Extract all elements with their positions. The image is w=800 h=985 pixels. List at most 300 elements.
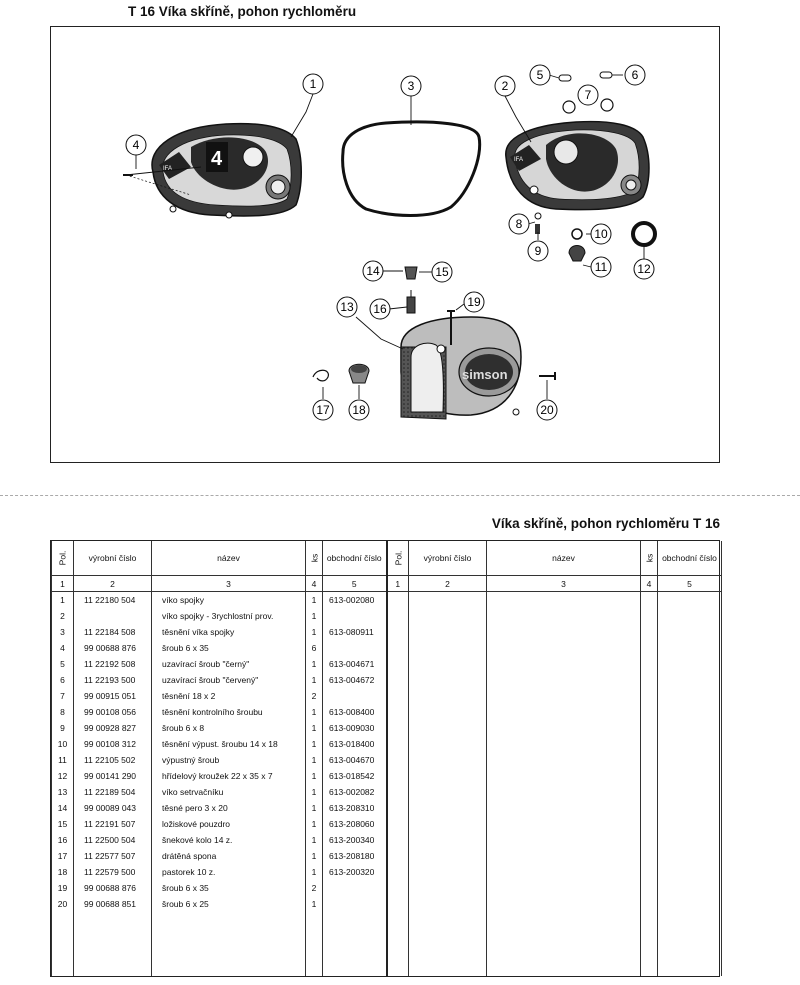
callout-4	[126, 135, 146, 155]
row-obchodni-cislo: 613-018400	[323, 736, 387, 752]
callout-10	[591, 224, 611, 244]
cover-label-ifa-right: IFA	[514, 157, 524, 163]
callout-2	[495, 76, 515, 96]
table-row	[52, 704, 722, 720]
row-obchodni-cislo: 613-008400	[323, 704, 387, 720]
row-ks: 1	[306, 752, 323, 768]
table-row	[52, 608, 722, 624]
empty-cell	[409, 848, 487, 864]
empty-cell	[658, 736, 722, 752]
empty-cell	[409, 864, 487, 880]
svg-text:20: 20	[540, 403, 554, 417]
row-vyrobni-cislo: 11 22193 500	[74, 672, 152, 688]
callouts	[126, 65, 654, 420]
col-number: 1	[387, 576, 409, 592]
col-number: 4	[306, 576, 323, 592]
row-pol: 15	[52, 816, 74, 832]
svg-text:14: 14	[366, 264, 380, 278]
row-obchodni-cislo: 613-002082	[323, 784, 387, 800]
header-vyrobni-cislo: výrobní číslo	[74, 541, 152, 576]
empty-cell	[641, 800, 658, 816]
gasket-drawing	[343, 122, 480, 216]
empty-cell	[487, 592, 641, 609]
table-row	[52, 720, 722, 736]
row-nazev: víko setrvačníku	[152, 784, 306, 800]
row-nazev: šnekové kolo 14 z.	[152, 832, 306, 848]
row-obchodni-cislo: 613-004670	[323, 752, 387, 768]
empty-cell	[658, 880, 722, 896]
row-ks: 1	[306, 800, 323, 816]
callout-8	[509, 214, 529, 234]
empty-cell	[387, 784, 409, 800]
row-ks: 2	[306, 688, 323, 704]
callout-9	[528, 241, 548, 261]
empty-cell	[409, 832, 487, 848]
table-row	[52, 816, 722, 832]
row-obchodni-cislo	[323, 608, 387, 624]
table-row	[52, 864, 722, 880]
callout-1	[303, 74, 323, 94]
row-nazev: hřídelový kroužek 22 x 35 x 7	[152, 768, 306, 784]
empty-cell	[387, 800, 409, 816]
empty-cell	[641, 896, 658, 912]
row-pol: 14	[52, 800, 74, 816]
callout-19	[464, 292, 484, 312]
parts-table-grid	[51, 541, 722, 976]
empty-cell	[658, 640, 722, 656]
empty-cell	[487, 752, 641, 768]
row-vyrobni-cislo: 11 22579 500	[74, 864, 152, 880]
table-row	[52, 768, 722, 784]
row-nazev: víko spojky - 3rychlostní prov.	[152, 608, 306, 624]
row-ks: 1	[306, 736, 323, 752]
table-row	[52, 832, 722, 848]
row-nazev: uzavírací šroub "červený"	[152, 672, 306, 688]
empty-cell	[409, 896, 487, 912]
table-filler-row	[52, 912, 722, 976]
empty-cell	[487, 704, 641, 720]
row-nazev: těsnění kontrolního šroubu	[152, 704, 306, 720]
svg-text:2: 2	[501, 79, 509, 93]
row-obchodni-cislo: 613-018542	[323, 768, 387, 784]
svg-text:5: 5	[536, 68, 544, 82]
callout-15	[432, 262, 452, 282]
row-nazev: víko spojky	[152, 592, 306, 609]
empty-cell	[487, 672, 641, 688]
column-number-row	[52, 576, 722, 592]
row-nazev: drátěná spona	[152, 848, 306, 864]
col-number: 4	[641, 576, 658, 592]
table-row	[52, 784, 722, 800]
table-row	[52, 848, 722, 864]
row-vyrobni-cislo: 11 22577 507	[74, 848, 152, 864]
empty-cell	[487, 608, 641, 624]
callout-12	[634, 259, 654, 279]
flywheel-cover-drawing	[401, 317, 521, 419]
table-row	[52, 752, 722, 768]
empty-cell	[387, 656, 409, 672]
row-ks: 1	[306, 624, 323, 640]
empty-cell	[641, 720, 658, 736]
row-pol: 8	[52, 704, 74, 720]
empty-cell	[487, 880, 641, 896]
row-vyrobni-cislo: 99 00915 051	[74, 688, 152, 704]
svg-text:19: 19	[467, 295, 481, 309]
row-vyrobni-cislo: 99 00688 876	[74, 880, 152, 896]
svg-text:15: 15	[435, 265, 449, 279]
header-ks-2: ks	[641, 541, 658, 576]
row-vyrobni-cislo: 99 00089 043	[74, 800, 152, 816]
row-vyrobni-cislo: 11 22105 502	[74, 752, 152, 768]
row-pol: 2	[52, 608, 74, 624]
svg-text:10: 10	[594, 227, 608, 241]
row-pol: 1	[52, 592, 74, 609]
empty-cell	[487, 800, 641, 816]
row-obchodni-cislo: 613-002080	[323, 592, 387, 609]
empty-cell	[658, 800, 722, 816]
row-obchodni-cislo	[323, 640, 387, 656]
row-pol: 18	[52, 864, 74, 880]
callout-11	[591, 257, 611, 277]
row-obchodni-cislo	[323, 688, 387, 704]
col-number: 2	[74, 576, 152, 592]
empty-cell	[387, 640, 409, 656]
empty-cell	[658, 720, 722, 736]
empty-cell	[641, 784, 658, 800]
callout-18	[349, 400, 369, 420]
callout-17	[313, 400, 333, 420]
row-ks: 1	[306, 832, 323, 848]
empty-cell	[387, 864, 409, 880]
callout-3	[401, 76, 421, 96]
empty-cell	[658, 752, 722, 768]
empty-cell	[658, 912, 722, 976]
svg-text:3: 3	[407, 79, 415, 93]
row-obchodni-cislo: 613-200320	[323, 864, 387, 880]
table-row	[52, 736, 722, 752]
row-ks: 1	[306, 784, 323, 800]
row-nazev: uzavírací šroub "černý"	[152, 656, 306, 672]
empty-cell	[658, 848, 722, 864]
empty-cell	[387, 896, 409, 912]
empty-cell	[487, 736, 641, 752]
empty-cell	[641, 704, 658, 720]
row-nazev: šroub 6 x 8	[152, 720, 306, 736]
empty-cell	[641, 672, 658, 688]
row-vyrobni-cislo: 11 22191 507	[74, 816, 152, 832]
empty-cell	[487, 768, 641, 784]
row-ks: 2	[306, 880, 323, 896]
row-vyrobni-cislo: 11 22192 508	[74, 656, 152, 672]
svg-text:16: 16	[373, 302, 387, 316]
row-pol: 10	[52, 736, 74, 752]
empty-cell	[487, 720, 641, 736]
empty-cell	[409, 912, 487, 976]
empty-cell	[658, 624, 722, 640]
header-pol-2: Pol.	[387, 541, 409, 576]
empty-cell	[658, 656, 722, 672]
empty-cell	[658, 784, 722, 800]
svg-text:11: 11	[594, 260, 608, 274]
empty-cell	[387, 704, 409, 720]
row-obchodni-cislo: 613-200340	[323, 832, 387, 848]
table-row	[52, 688, 722, 704]
parts-table	[50, 540, 720, 977]
empty-cell	[641, 736, 658, 752]
empty-cell	[641, 880, 658, 896]
row-pol: 6	[52, 672, 74, 688]
row-pol: 9	[52, 720, 74, 736]
row-obchodni-cislo: 613-208310	[323, 800, 387, 816]
empty-cell	[387, 848, 409, 864]
svg-text:12: 12	[637, 262, 651, 276]
row-pol: 11	[52, 752, 74, 768]
svg-text:4: 4	[132, 138, 140, 152]
row-ks: 1	[306, 656, 323, 672]
empty-cell	[641, 640, 658, 656]
row-ks: 6	[306, 640, 323, 656]
empty-cell	[409, 608, 487, 624]
callout-13	[337, 297, 357, 317]
empty-cell	[658, 896, 722, 912]
empty-cell	[409, 880, 487, 896]
callout-20	[537, 400, 557, 420]
empty-cell	[409, 672, 487, 688]
row-nazev: výpustný šroub	[152, 752, 306, 768]
row-vyrobni-cislo: 99 00688 876	[74, 640, 152, 656]
clutch-cover-variant-drawing	[506, 122, 649, 210]
table-row	[52, 896, 722, 912]
empty-cell	[641, 624, 658, 640]
row-nazev: těsnění výpust. šroubu 14 x 18	[152, 736, 306, 752]
empty-cell	[487, 656, 641, 672]
row-nazev: šroub 6 x 25	[152, 896, 306, 912]
row-obchodni-cislo: 613-009030	[323, 720, 387, 736]
table-row	[52, 640, 722, 656]
col-number: 5	[658, 576, 722, 592]
empty-cell	[641, 656, 658, 672]
empty-cell	[387, 736, 409, 752]
clutch-cover-drawing	[126, 124, 301, 218]
row-obchodni-cislo: 613-004672	[323, 672, 387, 688]
row-obchodni-cislo: 613-004671	[323, 656, 387, 672]
row-vyrobni-cislo: 11 22184 508	[74, 624, 152, 640]
row-nazev: šroub 6 x 35	[152, 880, 306, 896]
row-ks: 1	[306, 720, 323, 736]
row-pol: 13	[52, 784, 74, 800]
empty-cell	[641, 832, 658, 848]
empty-cell	[409, 720, 487, 736]
empty-cell	[658, 608, 722, 624]
row-obchodni-cislo: 613-080911	[323, 624, 387, 640]
empty-cell	[387, 816, 409, 832]
row-obchodni-cislo: 613-208060	[323, 816, 387, 832]
empty-cell	[658, 816, 722, 832]
empty-cell	[641, 688, 658, 704]
empty-cell	[641, 608, 658, 624]
row-pol: 12	[52, 768, 74, 784]
empty-cell	[487, 640, 641, 656]
empty-cell	[641, 752, 658, 768]
row-nazev: šroub 6 x 35	[152, 640, 306, 656]
empty-cell	[409, 752, 487, 768]
empty-cell	[387, 592, 409, 609]
callout-16	[370, 299, 390, 319]
header-pol: Pol.	[52, 541, 74, 576]
empty-cell	[658, 688, 722, 704]
svg-text:4: 4	[211, 148, 223, 170]
cover-label-ifa-left: IFA	[163, 166, 173, 172]
row-nazev: těsnění víka spojky	[152, 624, 306, 640]
empty-cell	[658, 592, 722, 609]
row-ks: 1	[306, 864, 323, 880]
empty-cell	[323, 912, 387, 976]
empty-cell	[641, 816, 658, 832]
empty-cell	[658, 704, 722, 720]
header-obchodni-cislo-2: obchodní číslo	[658, 541, 722, 576]
empty-cell	[641, 848, 658, 864]
table-row	[52, 800, 722, 816]
empty-cell	[487, 864, 641, 880]
row-nazev: těsné pero 3 x 20	[152, 800, 306, 816]
row-vyrobni-cislo: 99 00141 290	[74, 768, 152, 784]
empty-cell	[487, 816, 641, 832]
empty-cell	[387, 608, 409, 624]
table-row	[52, 656, 722, 672]
empty-cell	[487, 688, 641, 704]
table-row	[52, 624, 722, 640]
row-obchodni-cislo: 613-208180	[323, 848, 387, 864]
row-nazev: ložiskové pouzdro	[152, 816, 306, 832]
empty-cell	[409, 704, 487, 720]
empty-cell	[409, 656, 487, 672]
header-nazev: název	[152, 541, 306, 576]
row-pol: 4	[52, 640, 74, 656]
empty-cell	[409, 736, 487, 752]
empty-cell	[387, 768, 409, 784]
empty-cell	[487, 896, 641, 912]
cover-label-simson: simson	[462, 367, 508, 382]
row-ks: 1	[306, 704, 323, 720]
row-pol: 19	[52, 880, 74, 896]
svg-text:8: 8	[515, 217, 523, 231]
row-ks: 1	[306, 592, 323, 609]
header-ks: ks	[306, 541, 323, 576]
empty-cell	[409, 624, 487, 640]
empty-cell	[658, 832, 722, 848]
empty-cell	[387, 752, 409, 768]
header-nazev-2: název	[487, 541, 641, 576]
empty-cell	[658, 864, 722, 880]
table-row	[52, 592, 722, 609]
empty-cell	[74, 912, 152, 976]
empty-cell	[487, 784, 641, 800]
callout-5	[530, 65, 550, 85]
col-number: 5	[323, 576, 387, 592]
empty-cell	[658, 672, 722, 688]
empty-cell	[641, 768, 658, 784]
exploded-diagram	[50, 26, 720, 463]
svg-text:6: 6	[631, 68, 639, 82]
row-pol: 5	[52, 656, 74, 672]
row-pol: 17	[52, 848, 74, 864]
table-row	[52, 880, 722, 896]
empty-cell	[658, 768, 722, 784]
empty-cell	[409, 640, 487, 656]
callout-14	[363, 261, 383, 281]
row-ks: 1	[306, 768, 323, 784]
svg-text:18: 18	[352, 403, 366, 417]
page-title: T 16 Víka skříně, pohon rychloměru	[128, 4, 357, 19]
row-pol: 7	[52, 688, 74, 704]
row-vyrobni-cislo: 99 00108 312	[74, 736, 152, 752]
row-ks: 1	[306, 816, 323, 832]
empty-cell	[487, 624, 641, 640]
header-vyrobni-cislo-2: výrobní číslo	[409, 541, 487, 576]
row-ks: 1	[306, 896, 323, 912]
empty-cell	[487, 848, 641, 864]
svg-text:9: 9	[534, 244, 542, 258]
empty-cell	[409, 816, 487, 832]
row-vyrobni-cislo: 99 00928 827	[74, 720, 152, 736]
empty-cell	[409, 784, 487, 800]
row-vyrobni-cislo: 11 22500 504	[74, 832, 152, 848]
empty-cell	[387, 912, 409, 976]
empty-cell	[487, 832, 641, 848]
empty-cell	[487, 912, 641, 976]
col-number: 2	[409, 576, 487, 592]
row-vyrobni-cislo	[74, 608, 152, 624]
row-vyrobni-cislo: 11 22180 504	[74, 592, 152, 609]
row-ks: 1	[306, 608, 323, 624]
empty-cell	[52, 912, 74, 976]
diagram-drawing	[51, 27, 721, 464]
empty-cell	[641, 912, 658, 976]
empty-cell	[641, 864, 658, 880]
empty-cell	[409, 768, 487, 784]
row-pol: 20	[52, 896, 74, 912]
row-vyrobni-cislo: 99 00108 056	[74, 704, 152, 720]
col-number: 1	[52, 576, 74, 592]
row-nazev: těsnění 18 x 2	[152, 688, 306, 704]
header-obchodni-cislo: obchodní číslo	[323, 541, 387, 576]
page-divider	[0, 495, 800, 496]
empty-cell	[387, 880, 409, 896]
empty-cell	[409, 592, 487, 609]
empty-cell	[387, 624, 409, 640]
empty-cell	[306, 912, 323, 976]
empty-cell	[409, 688, 487, 704]
callout-6	[625, 65, 645, 85]
empty-cell	[387, 688, 409, 704]
col-number: 3	[487, 576, 641, 592]
empty-cell	[152, 912, 306, 976]
svg-text:1: 1	[309, 77, 317, 91]
svg-text:13: 13	[340, 300, 354, 314]
table-title: Víka skříně, pohon rychloměru T 16	[491, 516, 720, 531]
empty-cell	[641, 592, 658, 609]
svg-text:17: 17	[316, 403, 330, 417]
col-number: 3	[152, 576, 306, 592]
row-ks: 1	[306, 672, 323, 688]
table-row	[52, 672, 722, 688]
row-nazev: pastorek 10 z.	[152, 864, 306, 880]
row-vyrobni-cislo: 99 00688 851	[74, 896, 152, 912]
empty-cell	[387, 720, 409, 736]
row-obchodni-cislo	[323, 896, 387, 912]
row-ks: 1	[306, 848, 323, 864]
row-pol: 16	[52, 832, 74, 848]
